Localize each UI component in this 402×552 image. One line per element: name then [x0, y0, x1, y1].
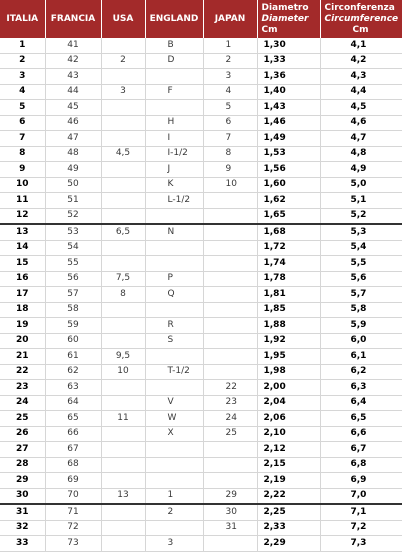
cell-francia: 42 — [45, 53, 101, 69]
cell-circumference: 6,7 — [320, 442, 402, 458]
cell-diameter: 1,36 — [257, 69, 320, 85]
cell-usa — [101, 318, 145, 334]
cell-japan — [203, 256, 257, 272]
cell-usa — [101, 256, 145, 272]
cell-italia: 33 — [0, 536, 45, 552]
cell-francia: 52 — [45, 208, 101, 224]
cell-england — [145, 100, 203, 116]
cell-italia: 6 — [0, 115, 45, 131]
cell-japan: 8 — [203, 146, 257, 162]
cell-francia: 71 — [45, 504, 101, 520]
table-row — [0, 162, 402, 178]
cell-francia: 44 — [45, 84, 101, 100]
cell-francia: 50 — [45, 177, 101, 193]
cell-circumference: 4,3 — [320, 69, 402, 85]
cell-usa — [101, 520, 145, 536]
table-row — [0, 100, 402, 116]
cell-usa: 13 — [101, 488, 145, 504]
cell-japan: 29 — [203, 488, 257, 504]
table-row — [0, 240, 402, 256]
table-row — [0, 131, 402, 147]
cell-francia: 60 — [45, 333, 101, 349]
cell-england: D — [145, 53, 203, 69]
cell-diameter: 1,85 — [257, 302, 320, 318]
cell-england: B — [145, 38, 203, 53]
cell-diameter: 2,10 — [257, 426, 320, 442]
cell-diameter: 1,56 — [257, 162, 320, 178]
cell-japan: 31 — [203, 520, 257, 536]
cell-circumference: 6,6 — [320, 426, 402, 442]
cell-francia: 41 — [45, 38, 101, 53]
cell-japan — [203, 240, 257, 256]
table-row — [0, 442, 402, 458]
cell-italia: 28 — [0, 457, 45, 473]
cell-japan — [203, 287, 257, 303]
cell-italia: 1 — [0, 38, 45, 53]
cell-italia: 4 — [0, 84, 45, 100]
cell-diameter: 1,65 — [257, 208, 320, 224]
cell-usa — [101, 240, 145, 256]
cell-diameter: 1,49 — [257, 131, 320, 147]
table-row — [0, 256, 402, 272]
cell-francia: 62 — [45, 364, 101, 380]
cell-japan: 23 — [203, 395, 257, 411]
cell-circumference: 5,7 — [320, 287, 402, 303]
table-row — [0, 38, 402, 53]
cell-japan — [203, 536, 257, 552]
table-row — [0, 224, 402, 240]
cell-francia: 68 — [45, 457, 101, 473]
cell-circumference: 5,8 — [320, 302, 402, 318]
cell-usa — [101, 208, 145, 224]
cell-usa — [101, 426, 145, 442]
header-diameter — [257, 0, 320, 38]
cell-england: J — [145, 162, 203, 178]
cell-usa — [101, 395, 145, 411]
cell-circumference: 4,5 — [320, 100, 402, 116]
cell-diameter: 1,33 — [257, 53, 320, 69]
cell-diameter: 1,68 — [257, 224, 320, 240]
cell-circumference: 6,3 — [320, 380, 402, 396]
cell-circumference: 5,4 — [320, 240, 402, 256]
cell-italia: 13 — [0, 224, 45, 240]
cell-usa — [101, 302, 145, 318]
cell-japan: 3 — [203, 69, 257, 85]
cell-japan: 5 — [203, 100, 257, 116]
table-row — [0, 177, 402, 193]
cell-italia: 19 — [0, 318, 45, 334]
cell-japan — [203, 364, 257, 380]
cell-usa — [101, 69, 145, 85]
table-row — [0, 364, 402, 380]
cell-usa — [101, 333, 145, 349]
cell-england: 2 — [145, 504, 203, 520]
cell-italia: 12 — [0, 208, 45, 224]
cell-italia: 20 — [0, 333, 45, 349]
cell-japan: 22 — [203, 380, 257, 396]
cell-italia: 23 — [0, 380, 45, 396]
table-row — [0, 457, 402, 473]
cell-diameter: 1,43 — [257, 100, 320, 116]
cell-japan: 7 — [203, 131, 257, 147]
cell-francia: 49 — [45, 162, 101, 178]
cell-usa — [101, 504, 145, 520]
cell-england — [145, 349, 203, 365]
table-row — [0, 380, 402, 396]
cell-francia: 67 — [45, 442, 101, 458]
cell-england — [145, 520, 203, 536]
cell-japan — [203, 333, 257, 349]
cell-japan — [203, 208, 257, 224]
cell-diameter: 1,74 — [257, 256, 320, 272]
header-diameter-unit: Cm — [261, 24, 278, 35]
header-francia: FRANCIA — [45, 0, 101, 38]
cell-italia: 31 — [0, 504, 45, 520]
cell-usa — [101, 380, 145, 396]
cell-england: T-1/2 — [145, 364, 203, 380]
cell-diameter: 1,72 — [257, 240, 320, 256]
cell-diameter: 1,81 — [257, 287, 320, 303]
cell-england — [145, 69, 203, 85]
table-row — [0, 411, 402, 427]
cell-italia: 3 — [0, 69, 45, 85]
cell-japan — [203, 457, 257, 473]
table-row — [0, 504, 402, 520]
cell-diameter: 1,88 — [257, 318, 320, 334]
cell-italia: 10 — [0, 177, 45, 193]
table-row — [0, 115, 402, 131]
table-row — [0, 426, 402, 442]
cell-circumference: 5,2 — [320, 208, 402, 224]
cell-japan: 6 — [203, 115, 257, 131]
cell-francia: 63 — [45, 380, 101, 396]
cell-japan — [203, 473, 257, 489]
cell-diameter: 2,22 — [257, 488, 320, 504]
cell-japan — [203, 271, 257, 287]
cell-diameter: 1,60 — [257, 177, 320, 193]
cell-england: F — [145, 84, 203, 100]
table-row — [0, 53, 402, 69]
cell-circumference: 7,3 — [320, 536, 402, 552]
cell-usa — [101, 193, 145, 209]
header-diameter-it: Diametro — [261, 2, 309, 13]
cell-england: N — [145, 224, 203, 240]
cell-england: S — [145, 333, 203, 349]
cell-england — [145, 240, 203, 256]
table-row — [0, 520, 402, 536]
cell-circumference: 5,9 — [320, 318, 402, 334]
header-usa: USA — [101, 0, 145, 38]
cell-diameter: 1,53 — [257, 146, 320, 162]
cell-usa — [101, 131, 145, 147]
cell-italia: 25 — [0, 411, 45, 427]
cell-usa: 8 — [101, 287, 145, 303]
cell-japan: 24 — [203, 411, 257, 427]
header-england: ENGLAND — [145, 0, 203, 38]
table-row — [0, 488, 402, 504]
cell-diameter: 2,12 — [257, 442, 320, 458]
cell-england — [145, 457, 203, 473]
cell-england — [145, 256, 203, 272]
cell-diameter: 2,25 — [257, 504, 320, 520]
cell-england: 3 — [145, 536, 203, 552]
cell-italia: 29 — [0, 473, 45, 489]
cell-england: P — [145, 271, 203, 287]
cell-usa: 3 — [101, 84, 145, 100]
cell-circumference: 5,3 — [320, 224, 402, 240]
cell-england: V — [145, 395, 203, 411]
cell-england: R — [145, 318, 203, 334]
cell-italia: 7 — [0, 131, 45, 147]
cell-circumference: 7,0 — [320, 488, 402, 504]
cell-japan: 30 — [203, 504, 257, 520]
table-row — [0, 271, 402, 287]
cell-circumference: 4,2 — [320, 53, 402, 69]
cell-japan: 10 — [203, 177, 257, 193]
cell-francia: 54 — [45, 240, 101, 256]
cell-usa — [101, 473, 145, 489]
cell-circumference: 5,6 — [320, 271, 402, 287]
cell-francia: 57 — [45, 287, 101, 303]
cell-england: K — [145, 177, 203, 193]
cell-circumference: 6,5 — [320, 411, 402, 427]
cell-usa — [101, 177, 145, 193]
cell-england: I — [145, 131, 203, 147]
table-row — [0, 69, 402, 85]
cell-usa — [101, 442, 145, 458]
cell-japan: 4 — [203, 84, 257, 100]
cell-circumference: 5,1 — [320, 193, 402, 209]
cell-italia: 17 — [0, 287, 45, 303]
cell-francia: 73 — [45, 536, 101, 552]
cell-diameter: 2,15 — [257, 457, 320, 473]
cell-usa — [101, 115, 145, 131]
cell-italia: 9 — [0, 162, 45, 178]
cell-francia: 64 — [45, 395, 101, 411]
cell-england — [145, 380, 203, 396]
cell-japan — [203, 302, 257, 318]
cell-italia: 5 — [0, 100, 45, 116]
header-circumference-it: Circonferenza — [324, 2, 395, 13]
table-row — [0, 349, 402, 365]
cell-francia: 59 — [45, 318, 101, 334]
cell-usa — [101, 536, 145, 552]
cell-circumference: 4,1 — [320, 38, 402, 53]
table-row — [0, 146, 402, 162]
table-body — [0, 38, 402, 551]
cell-diameter: 2,04 — [257, 395, 320, 411]
cell-francia: 65 — [45, 411, 101, 427]
cell-francia: 46 — [45, 115, 101, 131]
header-italia: ITALIA — [0, 0, 45, 38]
cell-japan: 1 — [203, 38, 257, 53]
cell-diameter: 1,98 — [257, 364, 320, 380]
cell-francia: 48 — [45, 146, 101, 162]
cell-usa: 7,5 — [101, 271, 145, 287]
table-row — [0, 302, 402, 318]
cell-diameter: 1,78 — [257, 271, 320, 287]
cell-usa: 10 — [101, 364, 145, 380]
cell-francia: 58 — [45, 302, 101, 318]
cell-italia: 15 — [0, 256, 45, 272]
header-circumference-en: Circumference — [324, 13, 399, 24]
cell-england: L-1/2 — [145, 193, 203, 209]
cell-francia: 43 — [45, 69, 101, 85]
cell-italia: 32 — [0, 520, 45, 536]
cell-england: W — [145, 411, 203, 427]
cell-francia: 70 — [45, 488, 101, 504]
cell-england: X — [145, 426, 203, 442]
table-row — [0, 208, 402, 224]
cell-diameter: 1,30 — [257, 38, 320, 53]
cell-circumference: 4,6 — [320, 115, 402, 131]
cell-diameter: 2,06 — [257, 411, 320, 427]
cell-diameter: 1,95 — [257, 349, 320, 365]
cell-diameter: 2,33 — [257, 520, 320, 536]
cell-francia: 66 — [45, 426, 101, 442]
table-row — [0, 536, 402, 552]
cell-usa: 9,5 — [101, 349, 145, 365]
table-row — [0, 84, 402, 100]
cell-japan — [203, 442, 257, 458]
cell-japan: 9 — [203, 162, 257, 178]
cell-england — [145, 473, 203, 489]
cell-italia: 14 — [0, 240, 45, 256]
cell-italia: 26 — [0, 426, 45, 442]
cell-italia: 27 — [0, 442, 45, 458]
cell-usa — [101, 162, 145, 178]
header-row — [0, 0, 402, 38]
cell-circumference: 5,0 — [320, 177, 402, 193]
cell-circumference: 4,7 — [320, 131, 402, 147]
cell-italia: 11 — [0, 193, 45, 209]
cell-francia: 51 — [45, 193, 101, 209]
cell-circumference: 6,2 — [320, 364, 402, 380]
cell-diameter: 1,62 — [257, 193, 320, 209]
table-row — [0, 333, 402, 349]
cell-england — [145, 208, 203, 224]
cell-italia: 16 — [0, 271, 45, 287]
header-japan: JAPAN — [203, 0, 257, 38]
cell-england — [145, 302, 203, 318]
cell-francia: 69 — [45, 473, 101, 489]
cell-usa — [101, 457, 145, 473]
cell-usa: 4,5 — [101, 146, 145, 162]
cell-circumference: 7,1 — [320, 504, 402, 520]
table-row — [0, 193, 402, 209]
cell-circumference: 6,4 — [320, 395, 402, 411]
cell-circumference: 4,8 — [320, 146, 402, 162]
table-row — [0, 395, 402, 411]
cell-italia: 30 — [0, 488, 45, 504]
cell-francia: 45 — [45, 100, 101, 116]
cell-diameter: 1,46 — [257, 115, 320, 131]
cell-england: 1 — [145, 488, 203, 504]
cell-francia: 72 — [45, 520, 101, 536]
cell-italia: 22 — [0, 364, 45, 380]
cell-francia: 47 — [45, 131, 101, 147]
cell-diameter: 2,19 — [257, 473, 320, 489]
cell-italia: 21 — [0, 349, 45, 365]
cell-circumference: 6,9 — [320, 473, 402, 489]
table-row — [0, 318, 402, 334]
cell-circumference: 4,9 — [320, 162, 402, 178]
cell-circumference: 4,4 — [320, 84, 402, 100]
cell-japan: 2 — [203, 53, 257, 69]
cell-japan — [203, 318, 257, 334]
cell-circumference: 7,2 — [320, 520, 402, 536]
cell-diameter: 1,92 — [257, 333, 320, 349]
cell-japan — [203, 193, 257, 209]
cell-francia: 56 — [45, 271, 101, 287]
cell-francia: 55 — [45, 256, 101, 272]
cell-circumference: 6,0 — [320, 333, 402, 349]
table-row — [0, 287, 402, 303]
header-diameter-en: Diameter — [261, 13, 309, 24]
cell-usa — [101, 100, 145, 116]
cell-japan: 25 — [203, 426, 257, 442]
cell-circumference: 5,5 — [320, 256, 402, 272]
cell-england — [145, 442, 203, 458]
cell-usa: 6,5 — [101, 224, 145, 240]
cell-circumference: 6,8 — [320, 457, 402, 473]
cell-francia: 53 — [45, 224, 101, 240]
cell-usa: 2 — [101, 53, 145, 69]
cell-england: Q — [145, 287, 203, 303]
cell-diameter: 2,00 — [257, 380, 320, 396]
cell-diameter: 1,40 — [257, 84, 320, 100]
cell-italia: 8 — [0, 146, 45, 162]
cell-usa — [101, 38, 145, 53]
table-row — [0, 473, 402, 489]
header-circumference-unit: Cm — [352, 24, 369, 35]
cell-england: H — [145, 115, 203, 131]
cell-diameter: 2,29 — [257, 536, 320, 552]
cell-japan — [203, 224, 257, 240]
cell-italia: 18 — [0, 302, 45, 318]
cell-england: I-1/2 — [145, 146, 203, 162]
cell-circumference: 6,1 — [320, 349, 402, 365]
cell-italia: 24 — [0, 395, 45, 411]
header-circumference — [320, 0, 402, 38]
cell-usa: 11 — [101, 411, 145, 427]
cell-francia: 61 — [45, 349, 101, 365]
cell-italia: 2 — [0, 53, 45, 69]
cell-japan — [203, 349, 257, 365]
